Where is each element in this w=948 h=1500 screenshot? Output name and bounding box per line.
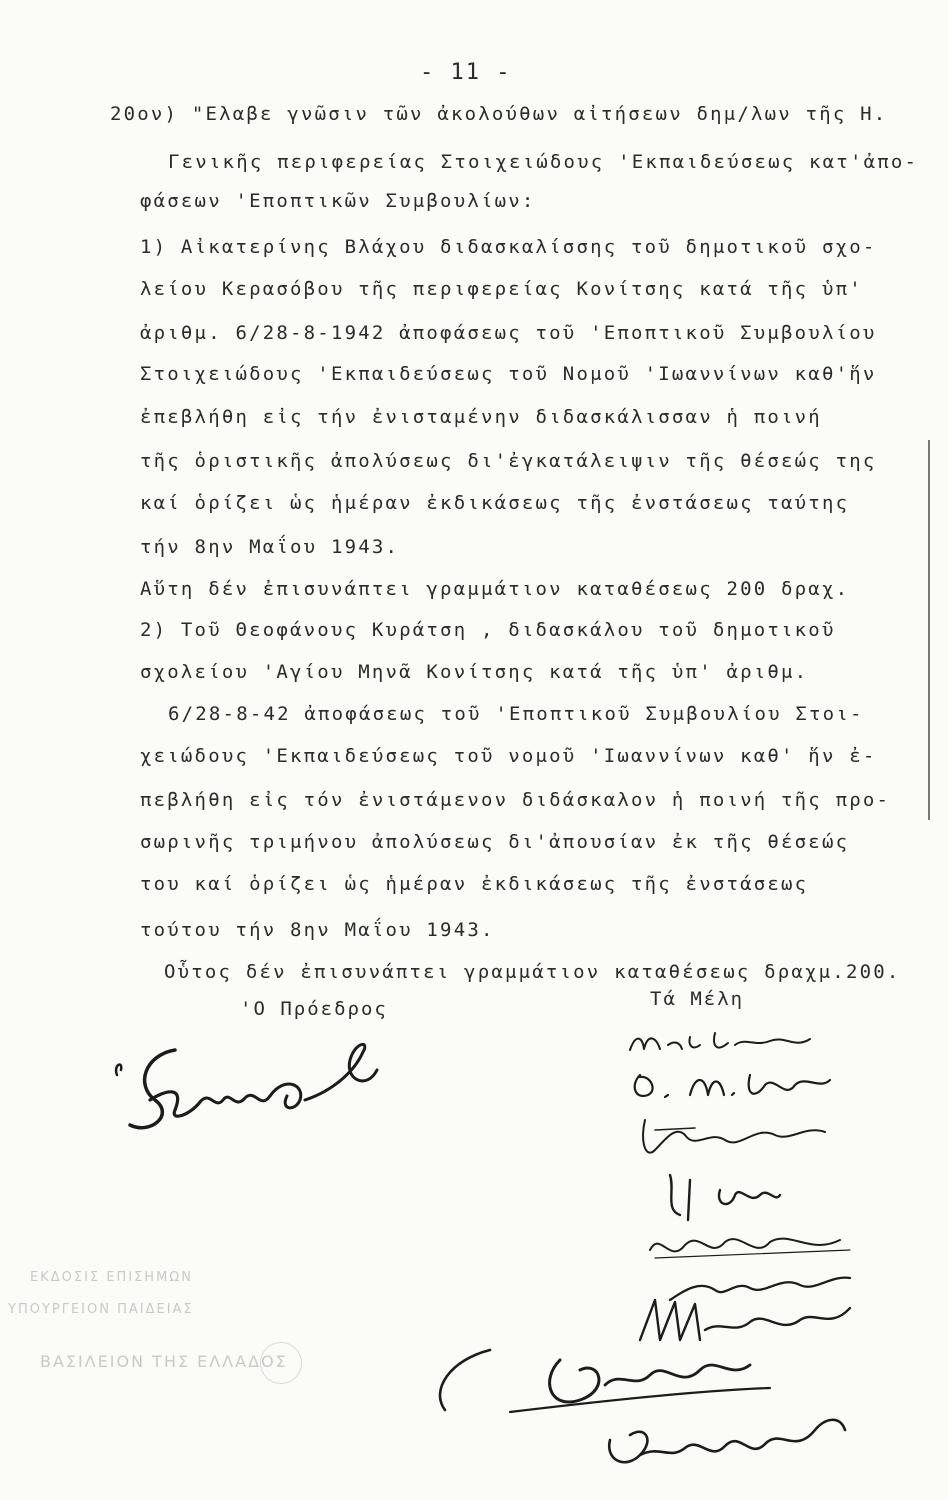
members-label: Τά Μέλη	[650, 988, 745, 1010]
text-line: 6/28-8-42 ἀποφάσεως τοῦ 'Εποπτικοῦ Συμβουλίου Στοι-	[168, 703, 864, 725]
page-number: - 11 -	[420, 60, 512, 85]
text-line: τῆς ὁριστικῆς ἀπολύσεως δι'ἐγκατάλειψιν τῆς θέσεώς της	[140, 450, 877, 472]
member-signature-4	[650, 1165, 790, 1225]
text-line: λείου Κερασόβου τῆς περιφερείας Κονίτσης κατά τῆς ὑπ'	[140, 278, 863, 300]
text-line: 2) Τοῦ Θεοφάνους Κυράτση , διδασκάλου τοῦ δημοτικοῦ	[140, 619, 836, 641]
member-signature-2	[620, 1055, 840, 1115]
text-line: χειώδους 'Εκπαιδεύσεως τοῦ νομοῦ 'Ιωαννίνων καθ' ἥν ἐ-	[140, 745, 877, 767]
text-line: του καί ὁρίζει ὡς ἡμέραν ἐκδικάσεως τῆς ἐνστάσεως	[140, 873, 809, 895]
text-line: φάσεων 'Εποπτικῶν Συμβουλίων:	[140, 190, 536, 212]
president-label: 'Ο Πρόεδρος	[240, 998, 388, 1020]
text-line: τήν 8ην Μαΐου 1943.	[140, 536, 400, 558]
stamp-seal	[260, 1342, 302, 1384]
text-line: ἀριθμ. 6/28-8-1942 ἀποφάσεως τοῦ 'Εποπτικοῦ Συμβουλίου	[140, 322, 877, 344]
text-line: σωρινῆς τριμήνου ἀπολύσεως δι'ἀπουσίαν ἐκ τῆς θέσεώς	[140, 831, 850, 853]
text-line: 20ον) "Ελαβε γνῶσιν τῶν ἀκολούθων αἰτήσεων δημ/λων τῆς Η.	[110, 103, 888, 125]
member-signature-3	[615, 1110, 845, 1170]
stamp-remnant: ΒΑΣΙΛΕΙΟΝ ΤΗΣ ΕΛΛΑΔΟΣ	[40, 1352, 288, 1371]
member-signature-9	[600, 1400, 850, 1480]
text-line: ἐπεβλήθη εἰς τήν ἐνισταμένην διδασκάλισσαν ἡ ποινή	[140, 406, 822, 428]
text-line: καί ὁρίζει ὡς ἡμέραν ἐκδικάσεως τῆς ἐνστάσεως ταύτης	[140, 492, 850, 514]
text-line: 1) Αἰκατερίνης Βλάχου διδασκαλίσσης τοῦ δημοτικοῦ σχο-	[140, 236, 877, 258]
text-line: Αὕτη δέν ἐπισυνάπτει γραμμάτιον καταθέσεως 200 δραχ.	[140, 578, 850, 600]
text-line: Στοιχειώδους 'Εκπαιδεύσεως τοῦ Νομοῦ 'Ιωαννίνων καθ'ἥν	[140, 363, 877, 385]
stamp-remnant: ΥΠΟΥΡΓΕΙΟΝ ΠΑΙΔΕΙΑΣ	[8, 1302, 194, 1317]
margin-rule	[928, 440, 930, 820]
stamp-remnant: ΕΚΔΟΣΙΣ ΕΠΙΣΗΜΩΝ	[30, 1270, 193, 1285]
text-line: τούτου τήν 8ην Μαΐου 1943.	[140, 919, 495, 941]
president-signature	[105, 1030, 385, 1140]
text-line: πεβλήθη εἰς τόν ἐνιστάμενον διδάσκαλον ἡ ποινή τῆς προ-	[140, 789, 891, 811]
text-line: Οὗτος δέν ἐπισυνάπτει γραμμάτιον καταθέσεως δραχμ.200.	[164, 961, 901, 983]
text-line: Γενικῆς περιφερείας Στοιχειώδους 'Εκπαιδεύσεως κατ'ἀπο-	[168, 151, 919, 173]
text-line: σχολείου 'Αγίου Μηνᾶ Κονίτσης κατά τῆς ὑπ' ἀριθμ.	[140, 661, 809, 683]
